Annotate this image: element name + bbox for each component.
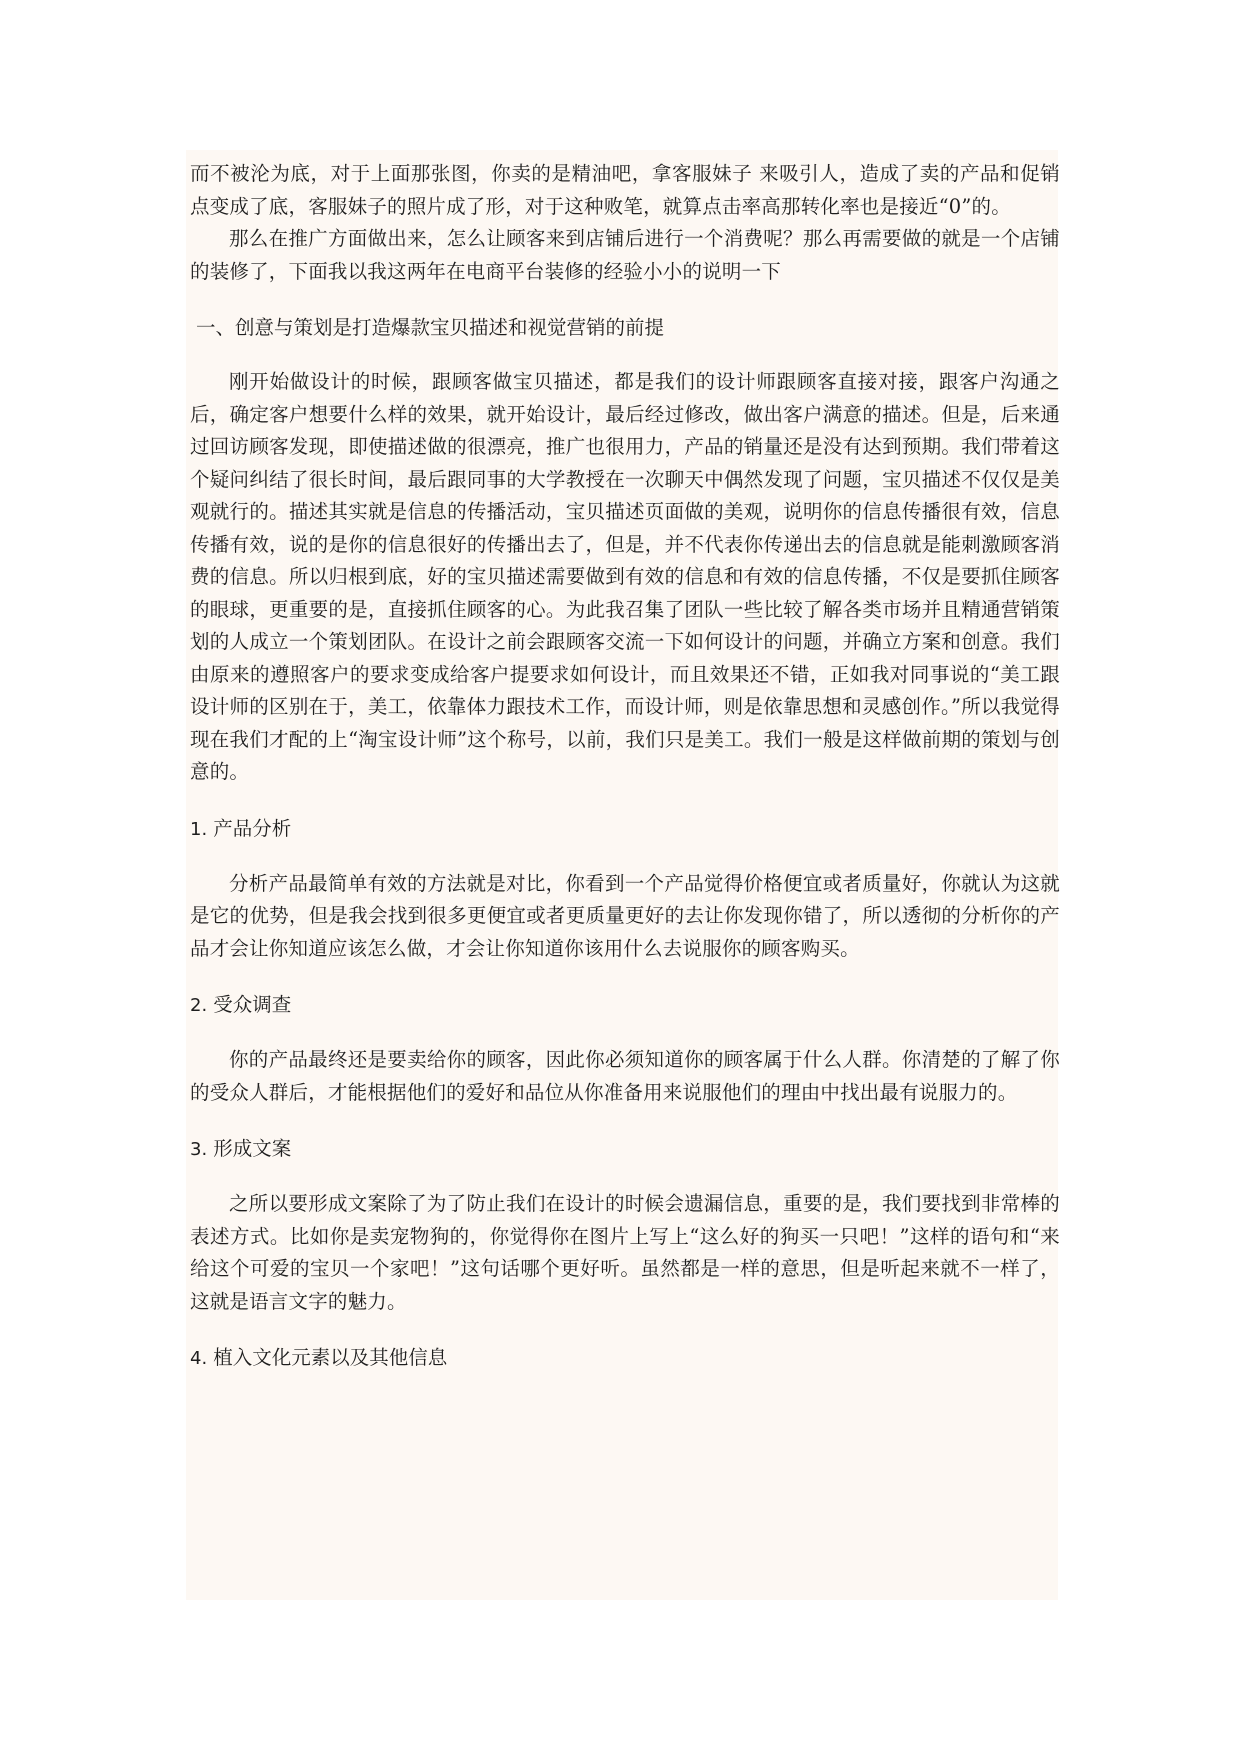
- document-page: [186, 150, 1058, 1600]
- section-heading-product-analysis: [190, 813, 1060, 846]
- section-body-product-analysis: 分析产品最简单有效的方法就是对比，你看到一个产品觉得价格便宜或者质量好，你就认为这就是它的优势，但是我会找到很多更便宜或者更质量更好的去让你发现你错了，所以透彻的分析你的产品才会让你知道应该怎么做，才会让你知道你该用什么去说服你的顾客购买。: [190, 871, 1060, 960]
- document-content: [186, 150, 1060, 1375]
- section-heading-copywriting: [190, 1133, 1060, 1166]
- section-body-audience-survey: 你的产品最终还是要卖给你的顾客，因此你必须知道你的顾客属于什么人群。你清楚的了解了你的受众人群后，才能根据他们的爱好和品位从你准备用来说服他们的理由中找出最有说服力的。: [190, 1048, 1060, 1104]
- section-title: 产品分析: [213, 816, 292, 840]
- section-heading-audience-survey: [190, 989, 1060, 1022]
- section-heading-culture-elements: [190, 1342, 1060, 1375]
- section-number: 1.: [190, 818, 208, 840]
- section-number: 2.: [190, 995, 208, 1016]
- paragraph-store-decoration: 那么在推广方面做出来，怎么让顾客来到店铺后进行一个消费呢？那么再需要做的就是一个店铺的装修了，下面我以我这两年在电商平台装修的经验小小的说明一下: [190, 227, 1060, 283]
- section-title: 受众调查: [213, 993, 292, 1016]
- heading-creativity-planning: 一、创意与策划是打造爆款宝贝描述和视觉营销的前提: [196, 316, 665, 339]
- paragraph-intro-continued: 而不被沦为底，对于上面那张图，你卖的是精油吧，拿客服妹子 来吸引人，造成了卖的产品和促销点变成了底，客服妹子的照片成了形，对于这种败笔，就算点击率高那转化率也是接近“0”的。: [190, 162, 1060, 218]
- paragraph-design-experience: 刚开始做设计的时候，跟顾客做宝贝描述，都是我们的设计师跟顾客直接对接，跟客户沟通之后，确定客户想要什么样的效果，就开始设计，最后经过修改，做出客户满意的描述。但是，后来通过回访顾客发现，即使描述做的很漂亮，推广也很用力，产品的销量还是没有达到预期。我们带着这个疑问纠结了很长时间，最后跟同事的大学教授在一次聊天中偶然发现了问题，宝贝描述不仅仅是美观就行的。描述其实就是信息的传播活动，宝贝描述页面做的美观，说明你的信息传播很有效，信息传播有效，说的是你的信息很好的传播出去了，但是，并不代表你传递出去的信息就是能刺激顾客消费的信息。所以归根到底，好的宝贝描述需要做到有效的信息和有效的信息传播，不仅是要抓住顾客的眼球，更重要的是，直接抓住顾客的心。为此我召集了团队一些比较了解各类市场并且精通营销策划的人成立一个策划团队。在设计之前会跟顾客交流一下如何设计的问题，并确立方案和创意。我们由原来的遵照客户的要求变成给客户提要求如何设计，而且效果还不错，正如我对同事说的“美工跟设计师的区别在于，美工，依靠体力跟技术工作，而设计师，则是依靠思想和灵感创作。”所以我觉得现在我们才配的上“淘宝设计师”这个称号，以前，我们只是美工。我们一般是这样做前期的策划与创意的。: [190, 370, 1060, 783]
- section-body-copywriting: 之所以要形成文案除了为了防止我们在设计的时候会遗漏信息，重要的是，我们要找到非常棒的表述方式。比如你是卖宠物狗的，你觉得你在图片上写上“这么好的狗买一只吧！”这样的语句和“来给这个可爱的宝贝一个家吧！”这句话哪个更好听。虽然都是一样的意思，但是听起来就不一样了，这就是语言文字的魅力。: [190, 1192, 1060, 1313]
- section-title: 形成文案: [213, 1137, 292, 1160]
- section-title: 植入文化元素以及其他信息: [213, 1346, 448, 1369]
- section-number: 3.: [190, 1139, 208, 1160]
- section-number: 4.: [190, 1348, 208, 1369]
